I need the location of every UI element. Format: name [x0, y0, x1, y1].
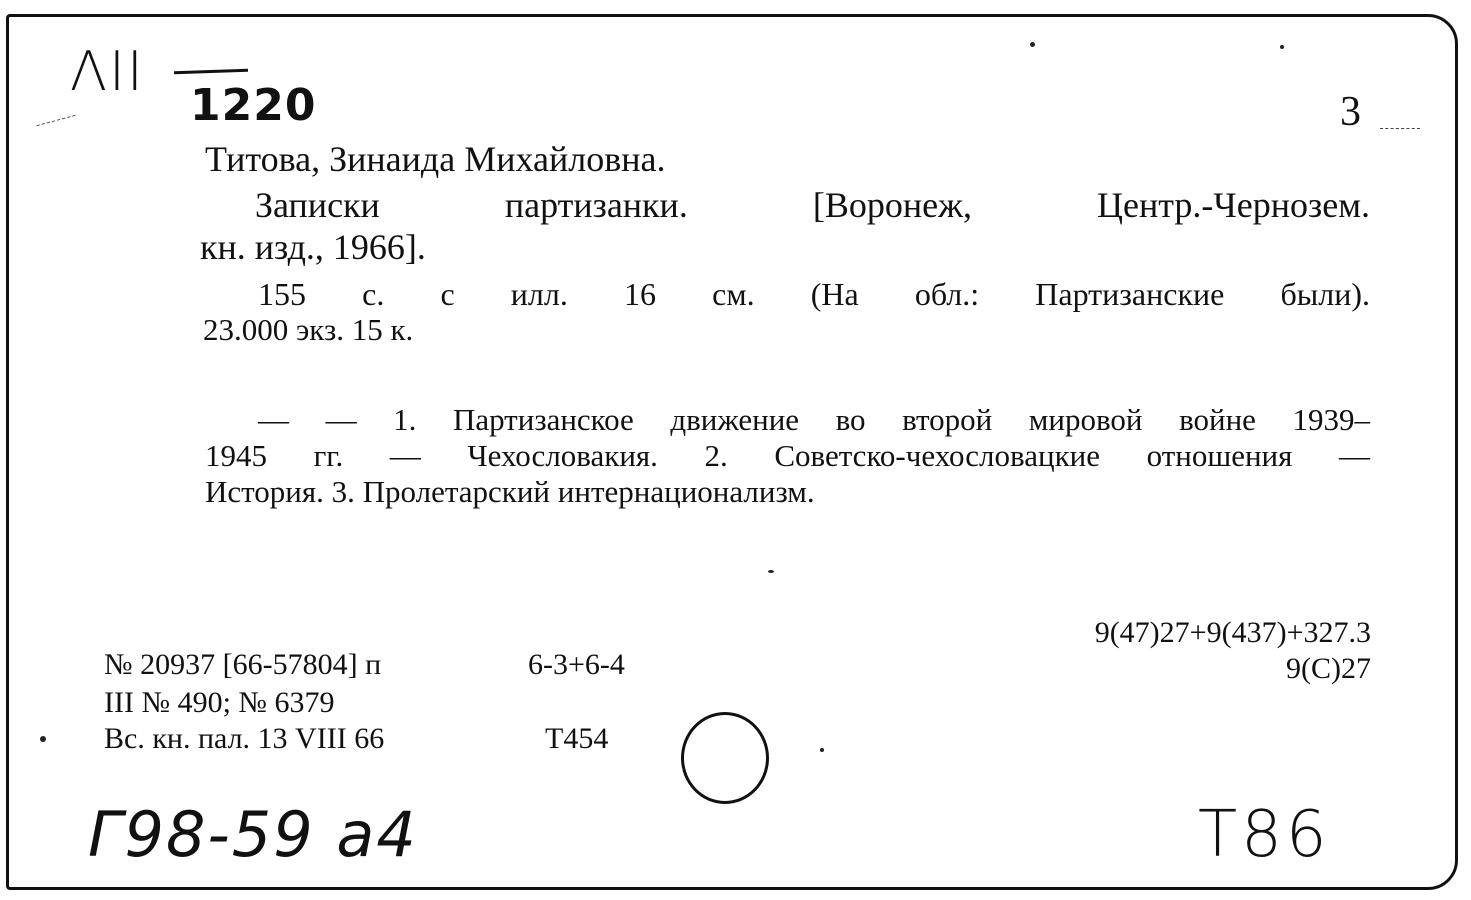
- subject-headings-line3: История. 3. Пролетарский интернационализм.: [205, 474, 815, 509]
- publication-info: кн. изд., 1966].: [200, 227, 426, 267]
- title-statement: Записки партизанки. [Воронеж, Центр.-Чернозем.: [255, 185, 1370, 225]
- author-mark-code: Т454: [545, 722, 609, 755]
- author-heading: Титова, Зинаида Михайловна.: [205, 139, 666, 179]
- scan-speck: [820, 748, 824, 752]
- scan-mark: [1380, 128, 1420, 129]
- record-code: 6-3+6-4: [528, 648, 625, 681]
- subject-headings-line2: 1945 гг. — Чехословакия. 2. Советско-чехословацкие отношения —: [205, 438, 1370, 473]
- handwritten-bottom-left: Г98-59 а4: [88, 798, 418, 871]
- book-chamber-date: Вс. кн. пал. 13 VIII 66: [104, 722, 385, 755]
- registration-numbers: III № 490; № 6379: [104, 686, 335, 719]
- handwritten-number: 1220: [190, 80, 317, 131]
- card-number: 3: [1340, 89, 1361, 135]
- subject-headings-line1: — — 1. Партизанское движение во второй мировой войне 1939–: [258, 402, 1370, 437]
- punch-hole-circle: [681, 712, 769, 804]
- scan-speck: [40, 736, 46, 742]
- handwritten-shelf-mark: ΛII: [70, 40, 145, 103]
- classification-index-secondary: 9(С)27: [1286, 652, 1371, 685]
- scan-speck: [768, 570, 774, 573]
- record-number: № 20937 [66-57804] п: [104, 648, 382, 681]
- classification-index: 9(47)27+9(437)+327.3: [1094, 616, 1371, 649]
- physical-description: 155 с. с илл. 16 см. (На обл.: Партизанские были).: [258, 276, 1370, 312]
- scan-speck: [1030, 42, 1035, 47]
- scan-speck: [1280, 45, 1284, 49]
- print-run-price: 23.000 экз. 15 к.: [203, 312, 414, 347]
- handwritten-bottom-right: Т86: [1198, 798, 1331, 872]
